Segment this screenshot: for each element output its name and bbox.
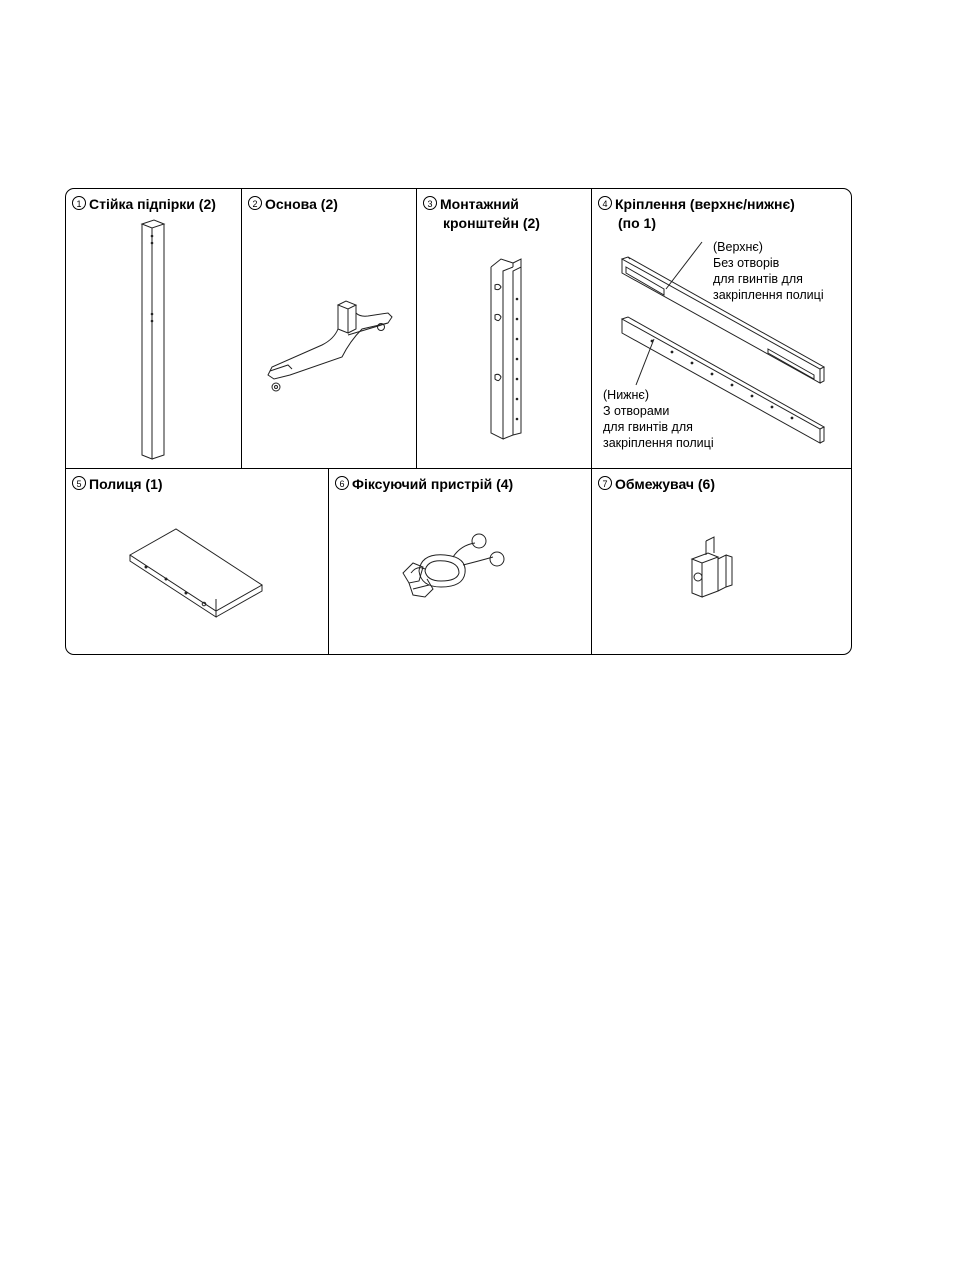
- part-number-badge: 6: [335, 476, 349, 490]
- part-label-6: [335, 475, 513, 494]
- note-line: для гвинтів для: [603, 420, 693, 434]
- stopper-icon: [592, 469, 852, 655]
- part-name: Кріплення (верхнє/нижнє): [615, 196, 795, 212]
- part-number-badge: 5: [72, 476, 86, 490]
- part-number-badge: 1: [72, 196, 86, 210]
- part-label-7: [598, 475, 715, 494]
- parts-row-1: [66, 189, 851, 468]
- part-label-3: [423, 195, 540, 233]
- note-line: для гвинтів для: [713, 272, 803, 286]
- parts-row-2: [66, 468, 851, 655]
- note-line: закріплення полиці: [713, 288, 824, 302]
- part-label-4: [598, 195, 795, 233]
- part-name: Полиця (1): [89, 476, 163, 492]
- note-line: З отворами: [603, 404, 670, 418]
- part-cell-mounting-bracket: [416, 189, 591, 468]
- part-cell-clamp: [328, 469, 591, 655]
- part-cell-base: [241, 189, 416, 468]
- part-label-1: [72, 195, 216, 214]
- note-line: (Верхнє): [713, 240, 763, 254]
- part-cell-support-post: [66, 189, 241, 468]
- note-line: закріплення полиці: [603, 436, 714, 450]
- part-name-line2: кронштейн (2): [443, 215, 540, 231]
- parts-table: [65, 188, 852, 655]
- part-name: Обмежувач (6): [615, 476, 716, 492]
- part-name: Основа (2): [265, 196, 338, 212]
- part-cell-mounting-rails: [591, 189, 852, 468]
- part-cell-shelf: [66, 469, 328, 655]
- part-cell-stopper: [591, 469, 852, 655]
- part-name-line2: (по 1): [618, 215, 657, 231]
- note-line: Без отворів: [713, 256, 780, 270]
- part-number-badge: 3: [423, 196, 437, 210]
- base-foot-icon: [242, 189, 417, 468]
- part-label-2: [248, 195, 338, 214]
- lower-rail-note: [603, 387, 714, 451]
- part-number-badge: 7: [598, 476, 612, 490]
- part-label-5: [72, 475, 163, 494]
- part-name: Фіксуючий пристрій (4): [352, 476, 514, 492]
- part-name: Стійка підпірки (2): [89, 196, 216, 212]
- support-post-icon: [66, 189, 241, 468]
- clamp-icon: [329, 469, 592, 655]
- upper-rail-note: [713, 239, 824, 303]
- part-number-badge: 2: [248, 196, 262, 210]
- part-name: Монтажний: [440, 196, 519, 212]
- shelf-icon: [66, 469, 328, 655]
- note-line: (Нижнє): [603, 388, 649, 402]
- part-number-badge: 4: [598, 196, 612, 210]
